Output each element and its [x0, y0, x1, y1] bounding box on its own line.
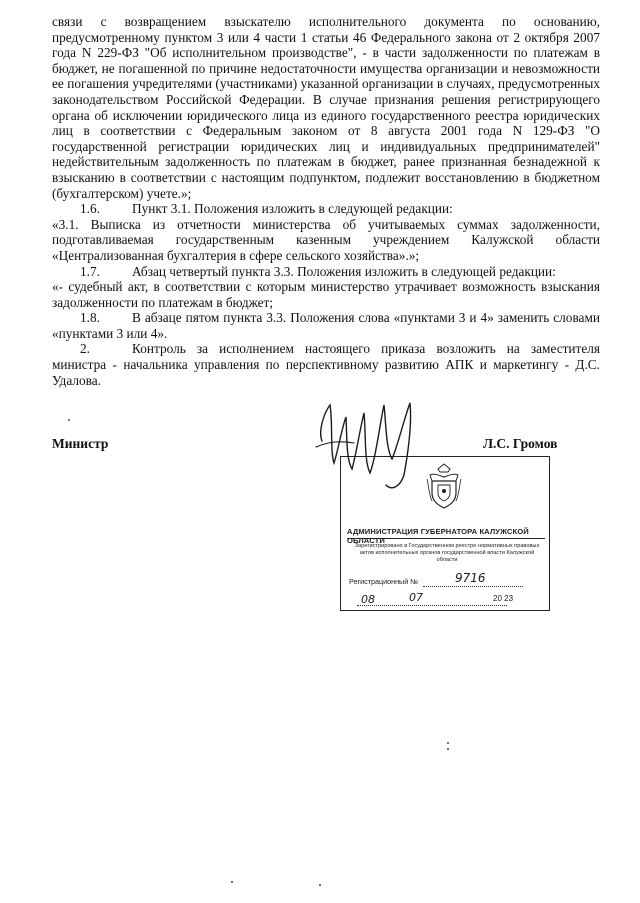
paragraph-continuation: связи с возвращением взыскателю исполнительного документа по основанию, предусмотренному пунктом 3 или 4 части 1 статьи 46 Федерального закона от 2 октября 2007 года N 229-ФЗ "Об исполнительном производстве", - в части задолженности по платежам в бюджет, не погашенной по причине недостаточности имущества организации и невозможности ее погашения учредителями (участниками) указанной организации в случаях, предусмотренных законодательством Российской Федерации. В случае признания решения регистрирующего органа об исключении юридического лица из единого государственного реестра юридических лиц в соответствии с Федеральным законом от 8 августа 2001 года N 129-ФЗ "О государственной регистрации юридических лиц и индивидуальных предпринимателей" недействительным задолженность по платежам в бюджет, ранее признанная безнадежной к взысканию в соответствии с настоящим подпунктом, подлежит восстановлению в бюджетном (бухгалтерском) учете.»; — [52, 14, 600, 201]
stamp-subtext: Зарегистрировано в Государственном реестре нормативных правовых актов исполнительных органов государственной власти Калужской области — [354, 543, 540, 563]
registration-number-line — [423, 586, 523, 587]
item-1-7-quote: «- судебный акт, в соответствии с которым министерство утрачивает возможность взыскания задолженности по платежам в бюджет; — [52, 279, 600, 310]
registration-number: 9716 — [455, 571, 486, 585]
item-number: 2. — [80, 341, 90, 357]
item-text: Пункт 3.1. Положения изложить в следующей редакции: — [132, 201, 453, 217]
signer-title: Министр — [52, 436, 109, 451]
item-1-7 — [52, 264, 600, 280]
scan-speck — [68, 419, 70, 421]
stamp-header: АДМИНИСТРАЦИЯ ГУБЕРНАТОРА КАЛУЖСКОЙ ОБЛАСТИ — [347, 527, 529, 545]
item-text: Контроль за исполнением настоящего приказа возложить на заместителя министра - начальника управления по перспективному развитию АПК и маркетингу - Д.С. Удалова. — [52, 341, 600, 388]
item-text: Абзац четвертый пункта 3.3. Положения изложить в следующей редакции: — [132, 263, 556, 279]
item-1-6-quote: «3.1. Выписка из отчетности министерства об учитываемых суммах задолженности, подготавливаемая государственным казенным учреждением Калужской области «Централизованная бухгалтерия в сфере сельского хозяйства».»; — [52, 216, 600, 263]
stamp-divider — [347, 538, 545, 539]
coat-of-arms-icon — [424, 463, 464, 509]
scan-speck — [447, 742, 449, 744]
item-1-6 — [52, 201, 600, 217]
registration-date-line — [357, 605, 507, 606]
registration-label: Регистрационный № — [349, 577, 418, 586]
item-2 — [52, 341, 600, 388]
signer-name: Л.С. Громов — [483, 436, 558, 451]
item-number: 1.7. — [80, 263, 100, 279]
registration-day: 08 — [361, 593, 375, 606]
scan-speck — [319, 884, 321, 886]
registration-month: 07 — [409, 591, 423, 604]
scan-speck — [231, 881, 233, 883]
item-number: 1.8. — [80, 310, 100, 326]
document-body — [52, 14, 600, 388]
registration-year: 20 23 — [493, 594, 514, 603]
registration-stamp — [340, 456, 550, 611]
item-1-8 — [52, 310, 600, 341]
item-number: 1.6. — [80, 201, 100, 217]
scan-speck — [447, 748, 449, 750]
item-text: В абзаце пятом пункта 3.3. Положения слова «пунктами 3 и 4» заменить словами «пунктами 3 или 4». — [52, 310, 600, 341]
